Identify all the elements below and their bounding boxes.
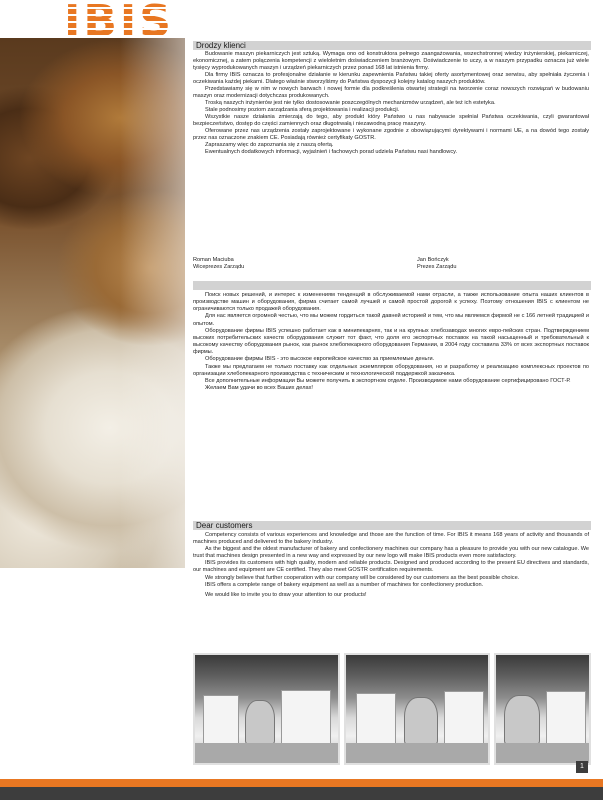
english-text-block [193,532,589,599]
paragraph: Также мы предлагаем не только поставку как отдельных экземпляров оборудования, но и разработку и реализацию комплексных проектов по организации хлебопекарного производства с техническим и технологической поддержкой заказчика. [193,363,589,377]
paragraph: Для нас является огромной честью, что мы можем гордиться такой давней историей и тем, что мы являемся фирмой не с 166 летней традицией и опытом. [193,313,589,327]
machine-shape [245,700,275,745]
machine-shape [444,691,484,745]
ibis-logo-mark [62,2,192,38]
section-heading-english [193,521,591,530]
paragraph: Желаем Вам удачи во всех Ваших делах! [205,385,313,392]
paragraph: Оборудование фирмы IBIS - это высокое европейское качество за приемлемые деньги. [205,356,435,363]
machine-shape [504,695,540,745]
signature-left [193,257,343,271]
paragraph: Wszystkie nasze działania zmierzają do tego, aby produkt który Państwo u nas nabywacie spełniał Państwa oczekiwania, czyli gwarantował bezpieczeństwo, dostęp do części zamiennych oraz długotrwałą i niezawodną pracę maszyny. [193,114,589,128]
polish-text-block [193,51,589,156]
machine-photo-right [494,653,591,765]
paragraph: Oferowane przez nas urządzenia zostały zaprojektowane i wykonane zgodnie z obowiązującymi dyrektywami i normami UE, a na dowód tego zostały przez nas oznaczone znakiem CE. Posiadają również certyfikaty GOSTR. [193,128,589,142]
machine-shape [356,693,396,745]
signature-title: Prezes Zarządu [417,264,457,270]
floor [346,743,488,763]
footer-dark-bar [0,787,603,800]
paragraph: As the biggest and the oldest manufacturer of bakery and confectionery machines our company has a pleasure to provide you with our new catalogue. We trust that machines design presented in a new way and expressed by our new logo will make IBIS products even more satisfactory. [193,546,589,560]
paragraph: Оборудование фирмы IBIS успешно работает как в минипекарнях, так и на крупных хлебозаводах многих евро-пейских стран. Подтверждением высоких потребительских качеств оборудования служит тот факт, что доля его экспортных поставок на такой насыщенный и требовательный к высокому качеству оборудования рынок, как рынок хлебопекарного оборудования Германии, в 2004 году составила 33% от всех экспортных поставок фирмы. [193,327,589,356]
paragraph: IBIS provides its customers with high quality, modern and reliable products. Designed and produced according to the present EU directives and standards, our machines and equipment are CE certified. They also meet GOSTR certification requirements. [193,560,589,574]
paragraph: Stale podnosimy poziom zarządzania sferą projektowania i realizacji produkcji. [205,107,400,114]
paragraph: Troską naszych inżynierów jest nie tylko dostosowanie poszczególnych mechanizmów urządzeń, ale też ich estetyka. [205,100,496,107]
paragraph: Поиск новых решений, и интерес к изменениям тенденций в обслуживаемой нами отрасли, а также использование опыта наших клиентов в производстве машин и оборудования, фирма считает самой лучшей и самой простой дорогой к успеху. Поэтому отношения IBIS с клиентом не ограничиваются только продажей оборудования. [193,292,589,313]
paragraph: Przedstawiamy się w nim w nowych barwach i nowej formie dla podkreślenia otwartej strategii na tworzenie coraz nowszych rozwiązań w budowaniu maszyn oraz modernizacji dotychczas produkowanych. [193,86,589,100]
machine-shape [281,690,331,745]
paragraph: Ewentualnych dodatkowych informacji, wyjaśnień i fachowych porad udziela Państwu nasi handlowcy. [205,149,458,156]
signature-name: Jan Bończyk [417,257,449,263]
ibis-logo [62,2,192,38]
page-number: 1 [576,761,588,773]
logo-text: IBIS [64,2,174,38]
paragraph: We would like to invite you to draw your attention to our products! [205,591,367,598]
machine-shape [546,691,586,745]
paragraph: Zapraszamy więc do zapoznania się z naszą ofertą. [205,142,334,149]
paragraph: IBIS offers a complete range of bakery equipment as well as a number of machines for confectionery production. [205,581,484,588]
signature-right [417,257,567,271]
heading-text: Dear customers [196,521,253,530]
signature-name: Roman Maciuba [193,257,234,263]
paragraph: We strongly believe that further cooperation with our company will be considered by our customers as the best possible choice. [205,574,520,581]
photo-fade [120,38,190,568]
paragraph: Competency consists of various experiences and knowledge and those are the function of time. For IBIS it means 168 years of activity and thousands of machines produced and delivered to the bakery industry. [193,532,589,546]
floor [496,743,589,763]
heading-text: Drodzy klienci [196,41,246,50]
machine-shape [203,695,239,745]
signature-title: Wiceprezes Zarządu [193,264,245,270]
paragraph: Dla firmy IBIS oznacza to profesjonalne działanie w kierunku zapewnienia Państwu takiej oferty asortymentowej oraz serwisu, aby spełniała życzenia i oczekiwania każdej piekarni. Dlatego właśnie stworzyliśmy do Państwa dyspozycji kolejny katalog naszych produktów. [193,72,589,86]
floor [195,743,338,763]
paragraph: Все дополнительные информации Вы можете получить в экспортном отделе. Производимое нами оборудование сертифицировано ГОСТ-Р. [205,377,571,384]
machine-photo-left [193,653,340,765]
machine-shape [404,697,438,745]
section-bar-russian [193,281,591,290]
section-heading-polish [193,41,591,50]
paragraph: Budowanie maszyn piekarniczych jest sztuką. Wymaga ono od konstruktora pełnego zaangażowania, wszechstronnej wiedzy inżynierskiej, piekarniczej, ekonomicznej, a zatem połączenia kompetencji z wieloletnim doświadczeniem branżowym. Doświadczenie to uczy, a w naszym przypadku oznacza już wiele tysięcy wyprodukowanych maszyn i urządzeń piekarniczych przez ponad 168 lat istnienia firmy. [193,51,589,72]
machine-photo-middle [344,653,490,765]
russian-text-block [193,292,589,392]
footer-accent-bar [0,779,603,787]
